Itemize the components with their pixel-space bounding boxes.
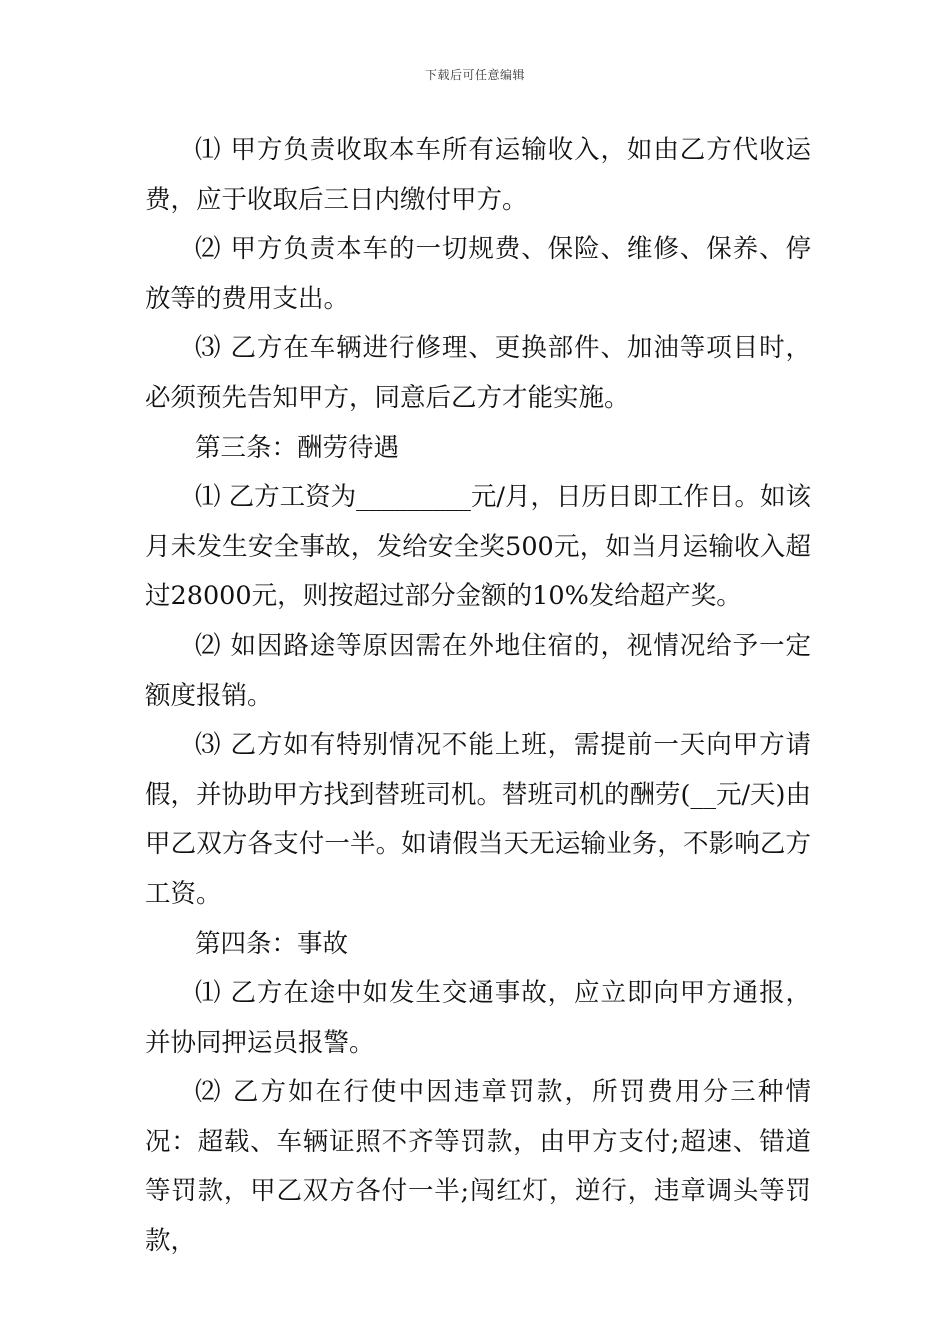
- paragraph-3-1: ⑴ 乙方工资为_________元/月，日历日即工作日。如该月未发生安全事故，发给安全奖500元，如当月运输收入超过28000元，则按超过部分金额的10%发给超产奖。: [145, 482, 811, 612]
- document-body: [145, 126, 811, 1267]
- paragraph-4-2: ⑵ 乙方如在行使中因违章罚款，所罚费用分三种情况：超载、车辆证照不齐等罚款，由甲方支付;超速、错道等罚款，甲乙双方各付一半;闯红灯，逆行，违章调头等罚款，: [145, 1077, 811, 1257]
- paragraph-2-3: ⑶ 乙方在车辆进行修理、更换部件、加油等项目时，必须预先告知甲方，同意后乙方才能实施。: [145, 333, 811, 413]
- section-heading-3: 第三条：酬劳待遇: [195, 432, 400, 463]
- section-heading-4: 第四条：事故: [195, 928, 349, 959]
- paragraph-2-1: ⑴ 甲方负责收取本车所有运输收入，如由乙方代收运费，应于收取后三日内缴付甲方。: [145, 135, 811, 215]
- paragraph-2-2: ⑵ 甲方负责本车的一切规费、保险、维修、保养、停放等的费用支出。: [145, 234, 811, 314]
- paragraph-4-1: ⑴ 乙方在途中如发生交通事故，应立即向甲方通报，并协同押运员报警。: [145, 978, 811, 1058]
- paragraph-3-3: ⑶ 乙方如有特别情况不能上班，需提前一天向甲方请假，并协助甲方找到替班司机。替班司机的酬劳(__元/天)由甲乙双方各支付一半。如请假当天无运输业务，不影响乙方工资。: [145, 730, 811, 909]
- page-header-note: 下载后可任意编辑: [424, 68, 525, 82]
- paragraph-3-2: ⑵ 如因路途等原因需在外地住宿的，视情况给予一定额度报销。: [145, 630, 811, 711]
